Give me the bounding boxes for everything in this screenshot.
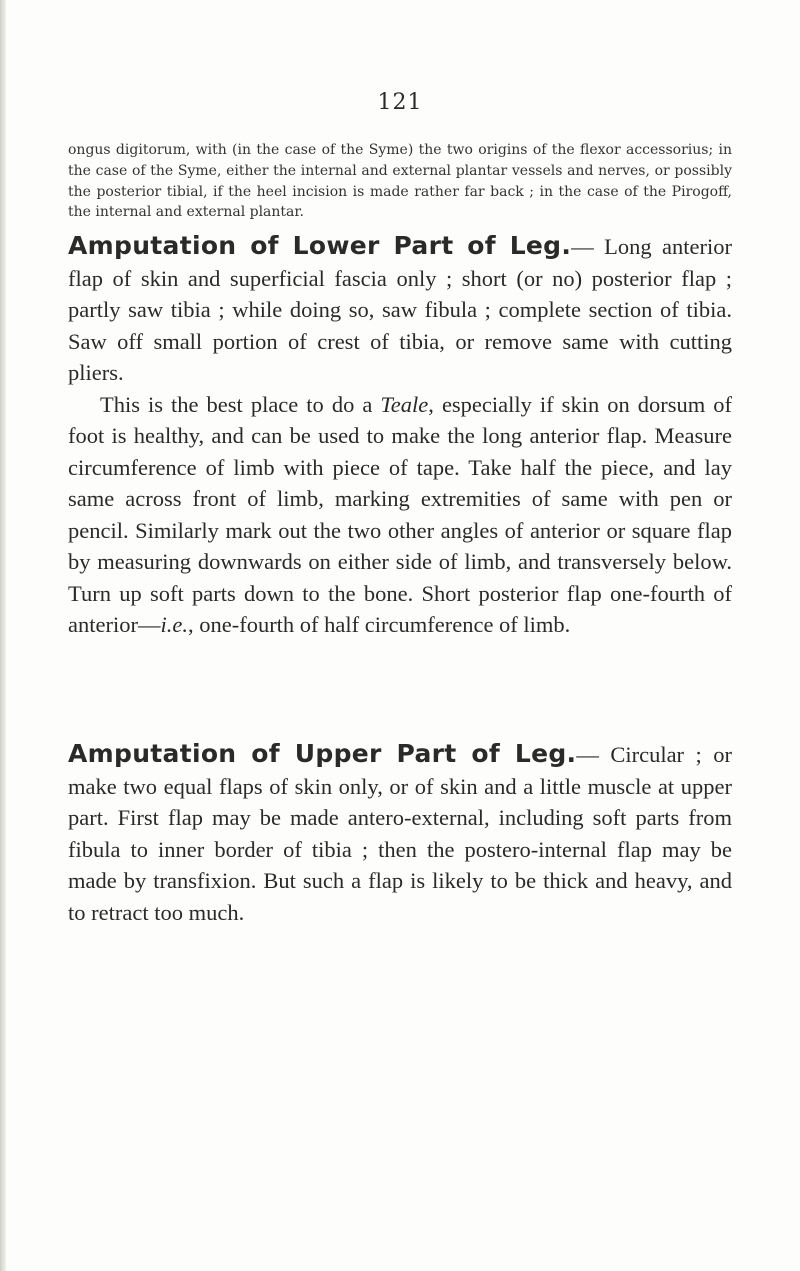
para2-text-b: , especially if skin on dorsum of foot is healthy, and can be used to make the long anterior flap. Measure circumference of limb with piece of tape. Take half the piece, and lay same across front of limb, marking extremities of same with pen or pencil. Similarly mark out the two other angles of anterior or square flap by measuring downwards on either side of limb, and transversely below. Turn up soft parts down to the bone. Short posterior flap one-fourth of anterior— [68,391,732,637]
section-upper-leg-paragraph-1 [68,738,732,928]
section-lower-leg-heading: Amputation of Lower Part of Leg. [68,231,572,260]
section-upper-leg-text-1: Circular ; or make two equal flaps of skin only, or of skin and a little muscle at upper part. First flap may be made antero-external, including soft parts from fibula to inner border of tibia ; then the postero-internal flap may be made by transfixion. But such a flap is likely to be thick and heavy, and to retract too much. [68,742,732,925]
section-lower-leg [68,230,732,641]
page-number: 121 [377,90,423,115]
section-upper-leg-heading: Amputation of Upper Part of Leg. [68,739,577,768]
para2-text-a: This is the best place to do a [100,391,381,417]
heading-dash: — [571,234,594,259]
teale-term: Teale [380,391,429,417]
section-lower-leg-paragraph-2 [68,389,732,641]
section-upper-leg [68,738,732,928]
continued-footnote: ongus digitorum, with (in the case of the Syme) the two origins of the flexor accessorius; in the case of the Syme, either the internal and external plantar vessels and nerves, or possibly the posterior tibial, if the heel incision is made rather far back ; in the case of the Pirogoff, the internal and external plantar. [68,142,732,221]
ie-abbreviation: i.e. [160,612,188,637]
para2-text-c: , one-fourth of half circumference of limb. [187,612,571,637]
heading-dash: — [576,742,599,767]
section-lower-leg-paragraph-1 [68,230,732,389]
section-lower-leg-text-1: Long anterior flap of skin and superficial fascia only ; short (or no) posterior flap ; partly saw tibia ; while doing so, saw fibula ; complete section of tibia. Saw off small portion of crest of tibia, or remove same with cutting pliers. [68,234,732,385]
page-binding-edge [0,0,6,1271]
